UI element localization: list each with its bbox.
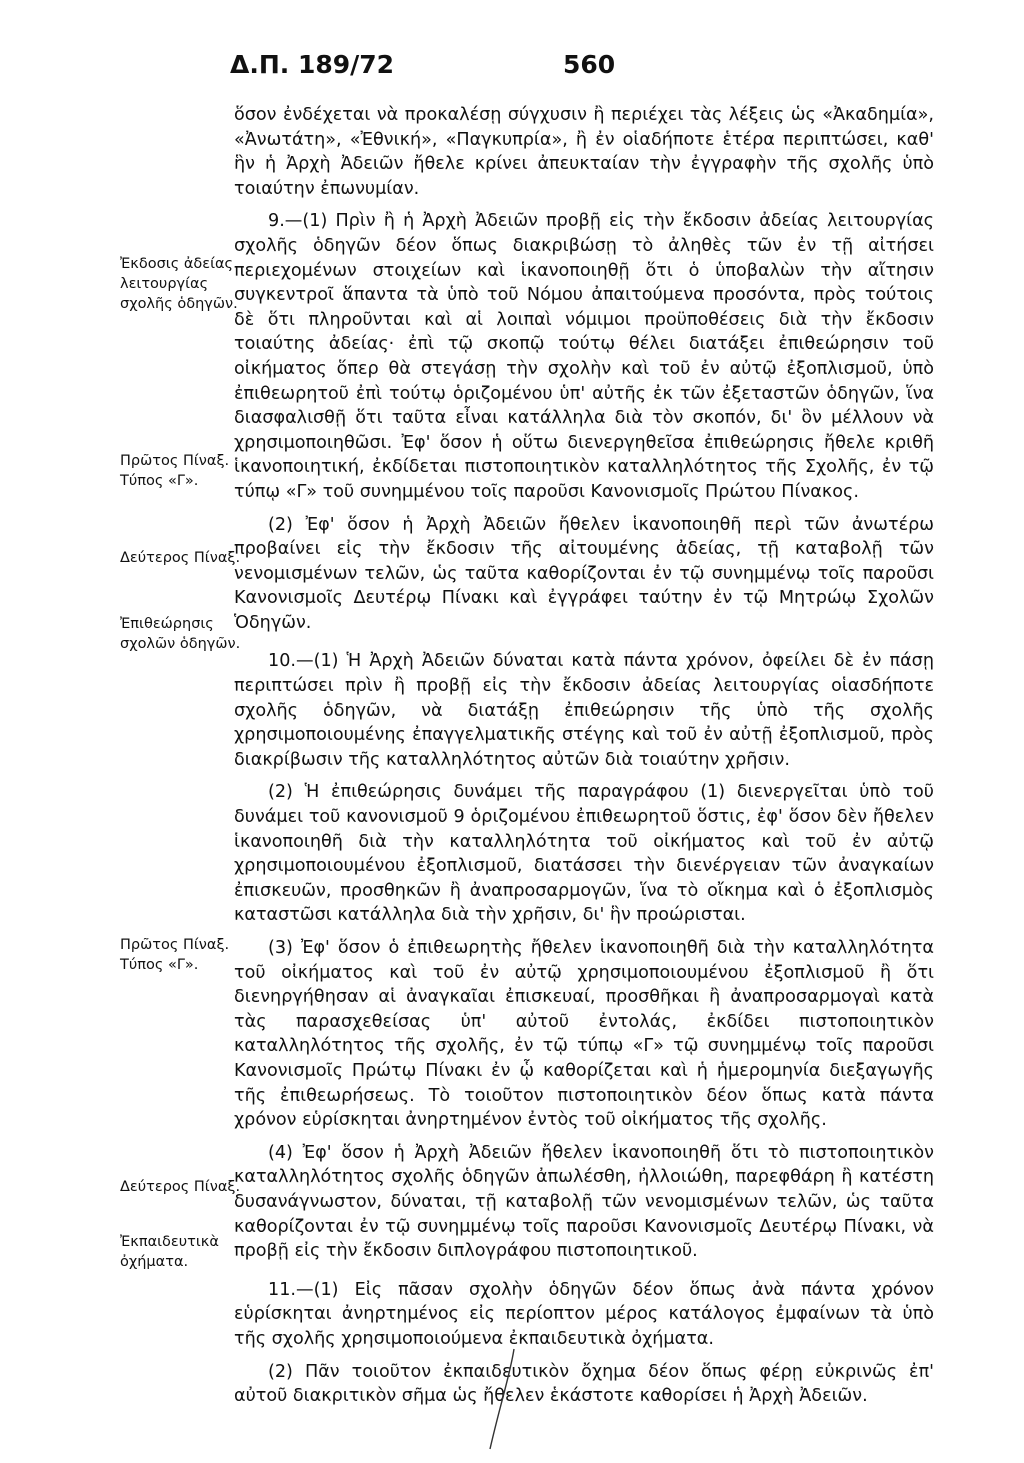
- document-body: [234, 103, 934, 1409]
- margin-note: Δεύτερος Πίναξ.: [120, 1179, 241, 1195]
- margin-note: Πρῶτος Πίναξ. Τύπος «Γ».: [120, 937, 230, 973]
- paragraph: (4) Ἐφ' ὅσον ἡ Ἀρχὴ Ἀδειῶν ἤθελεν ἱκανοποιηθῆ ὅτι τὸ πιστοποιητικὸν καταλληλότητος σχολῆς ὁδηγῶν ἀπωλέσθη, ἠλλοιώθη, παρεφθάρη ἢ κατέστη δυσανάγνωστον, δύναται, τῇ καταβολῇ τῶν νενομισμένων τελῶν, ὡς ταῦτα καθορίζονται ἐν τῷ συνημμένῳ τοῖς παροῦσι Κανονισμοῖς Δευτέρῳ Πίνακι, νὰ προβῇ εἰς τὴν ἔκδοσιν διπλογράφου πιστοποιητικοῦ.: [234, 1142, 934, 1262]
- margin-note: Ἐκπαιδευτικὰ ὀχήματα.: [120, 1234, 219, 1270]
- margin-note: Ἐπιθεώρησις σχολῶν ὁδηγῶν.: [120, 616, 241, 652]
- paragraph: (3) Ἐφ' ὅσον ὁ ἐπιθεωρητὴς ἤθελεν ἱκανοποιηθῆ διὰ τὴν καταλληλότητα τοῦ οἰκήματος καὶ τοῦ ἐν αὐτῷ χρησιμοποιουμένου ἐξοπλισμοῦ ἢ ὅτι διενηργήθησαν αἱ ἀναγκαῖαι ἐπισκευαί, προσθῆκαι ἢ ἀναπροσαρμογαὶ κατὰ τὰς παρασχεθείσας ὑπ' αὐτοῦ ἐντολάς, ἐκδίδει πιστοποιητικὸν καταλληλότητος τῆς σχολῆς, ἐν τῷ τύπῳ «Γ» τῷ συνημμένῳ τοῖς παροῦσι Κανονισμοῖς Πρώτῳ Πίνακι ἐν ᾧ καθορίζεται καὶ ἡ ἡμερομηνία διεξαγωγῆς τῆς ἐπιθεωρήσεως. Τὸ τοιοῦτον πιστοποιητικὸν δέον ὅπως κατὰ πάντα χρόνον εὑρίσκηται ἀνηρτημένον ἐντὸς τοῦ οἰκήματος τῆς σχολῆς.: [234, 938, 934, 1131]
- margin-note: Πρῶτος Πίναξ. Τύπος «Γ».: [120, 453, 230, 489]
- paragraph: 9.—(1) Πρὶν ἢ ἡ Ἀρχὴ Ἀδειῶν προβῇ εἰς τὴν ἔκδοσιν ἀδείας λειτουργίας σχολῆς ὁδηγῶν δέον ὅπως διακριβώσῃ τὸ ἀληθὲς τῶν ἐν τῇ αἰτήσει περιεχομένων στοιχείων καὶ ἱκανοποιηθῇ ὅτι ὁ ὑποβαλὼν τὴν αἴτησιν συγκεντροῖ ἅπαντα τὰ ὑπὸ τοῦ Νόμου ἀπαιτούμενα προσόντα, πρὸς τούτοις δὲ ὅτι πληροῦνται καὶ αἱ λοιπαὶ νόμιμοι προϋποθέσεις διὰ τὴν ἔκδοσιν τοιαύτης ἀδείας· ἐπὶ τῷ σκοπῷ τούτῳ θέλει διατάξει ἐπιθεώρησιν τοῦ οἰκήματος ὅπερ θὰ στεγάσῃ τὴν σχολὴν καὶ τοῦ ἐν αὐτῷ ἐξοπλισμοῦ, ὑπὸ ἐπιθεωρητοῦ ἐπὶ τούτῳ ὁριζομένου ὑπ' αὐτῆς ἐκ τῶν ἐξεταστῶν ὁδηγῶν, ἵνα διασφαλισθῇ ὅτι ταῦτα εἶναι κατάλληλα διὰ τὸν σκοπόν, δι' ὃν μέλλουν νὰ χρησιμοποιηθῶσι. Ἐφ' ὅσον ἡ οὕτω διενεργηθεῖσα ἐπιθεώρησις ἤθελε κριθῆ ἱκανοποιητική, ἐκδίδεται πιστοποιητικὸν καταλληλότητος τῆς Σχολῆς, ἐν τῷ τύπῳ «Γ» τοῦ συνημμένου τοῖς παροῦσι Κανονισμοῖς Πρώτου Πίνακος.: [234, 211, 934, 502]
- paragraph: 10.—(1) Ἡ Ἀρχὴ Ἀδειῶν δύναται κατὰ πάντα χρόνον, ὀφείλει δὲ ἐν πάσῃ περιπτώσει πρὶν ἢ προβῇ εἰς τὴν ἔκδοσιν ἀδείας λειτουργίας οἱασδήποτε σχολῆς ὁδηγῶν, νὰ διατάξῃ ἐπιθεώρησιν τῆς ὑπὸ τῆς σχολῆς χρησιμοποιουμένης ἐπαγγελματικῆς στέγης καὶ τοῦ ἐν αὐτῇ ἐξοπλισμοῦ, πρὸς διακρίβωσιν τῆς καταλληλότητος αὐτῶν διὰ τοιαύτην χρῆσιν.: [234, 651, 934, 770]
- margin-note: Ἐκδοσις ἀδείας λειτουργίας σχολῆς ὁδηγῶν.: [120, 256, 238, 312]
- margin-note: Δεύτερος Πίναξ.: [120, 550, 241, 566]
- regulation-reference: Δ.Π. 189/72: [230, 50, 395, 79]
- paragraph: ὅσον ἐνδέχεται νὰ προκαλέσῃ σύγχυσιν ἢ περιέχει τὰς λέξεις ὡς «Ἀκαδημία», «Ἀνωτάτη», «Ἐθνική», «Παγκυπρία», ἢ ἐν οἱαδήποτε ἑτέρα περιπτώσει, καθ' ἣν ἡ Ἀρχὴ Ἀδειῶν ἤθελε κρίνει ἀπευκταίαν τὴν ἐγγραφὴν τῆς σχολῆς ὑπὸ τοιαύτην ἐπωνυμίαν.: [234, 105, 934, 199]
- paragraph: 11.—(1) Εἰς πᾶσαν σχολὴν ὁδηγῶν δέον ὅπως ἀνὰ πάντα χρόνον εὑρίσκηται ἀνηρτημένος εἰς περίοπτον μέρος κατάλογος ἐμφαίνων τὰ ὑπὸ τῆς σχολῆς χρησιμοποιούμενα ἐκπαιδευτικὰ ὀχήματα.: [234, 1279, 934, 1349]
- paragraph: (2) Πᾶν τοιοῦτον ἐκπαιδευτικὸν ὄχημα δέον ὅπως φέρῃ εὐκρινῶς ἐπ' αὐτοῦ διακριτικὸν σῆμα ὡς ἤθελεν ἑκάστοτε καθορίσει ἡ Ἀρχὴ Ἀδειῶν.: [234, 1361, 934, 1407]
- page-number: 560: [563, 50, 616, 79]
- page-header: [0, 50, 1024, 90]
- paragraph: (2) Ἡ ἐπιθεώρησις δυνάμει τῆς παραγράφου (1) διενεργεῖται ὑπὸ τοῦ δυνάμει τοῦ κανονισμοῦ 9 ὁριζομένου ἐπιθεωρητοῦ ὅστις, ἐφ' ὅσον δὲν ἤθελεν ἱκανοποιηθῆ διὰ τὴν καταλληλότητα τοῦ οἰκήματος καὶ τοῦ ἐν αὐτῷ χρησιμοποιουμένου ἐξοπλισμοῦ, διατάσσει τὴν διενέργειαν τῶν ἀναγκαίων ἐπισκευῶν, προσθηκῶν ἢ ἀναπροσαρμογῶν, ἵνα τὸ οἴκημα καὶ ὁ ἐξοπλισμὸς καταστῶσι κατάλληλα διὰ τὴν χρῆσιν, δι' ἣν προώρισται.: [234, 782, 934, 926]
- paragraph: (2) Ἐφ' ὅσον ἡ Ἀρχὴ Ἀδειῶν ἤθελεν ἱκανοποιηθῆ περὶ τῶν ἀνωτέρω προβαίνει εἰς τὴν ἔκδοσιν τῆς αἰτουμένης ἀδείας, τῇ καταβολῇ τῶν νενομισμένων τελῶν, ὡς ταῦτα καθορίζονται ἐν τῷ συνημμένῳ τοῖς παροῦσι Κανονισμοῖς Δευτέρῳ Πίνακι καὶ ἐγγράφει ταύτην ἐν τῷ Μητρώῳ Σχολῶν Ὁδηγῶν.: [234, 514, 934, 633]
- pen-stroke-mark: [480, 1345, 520, 1455]
